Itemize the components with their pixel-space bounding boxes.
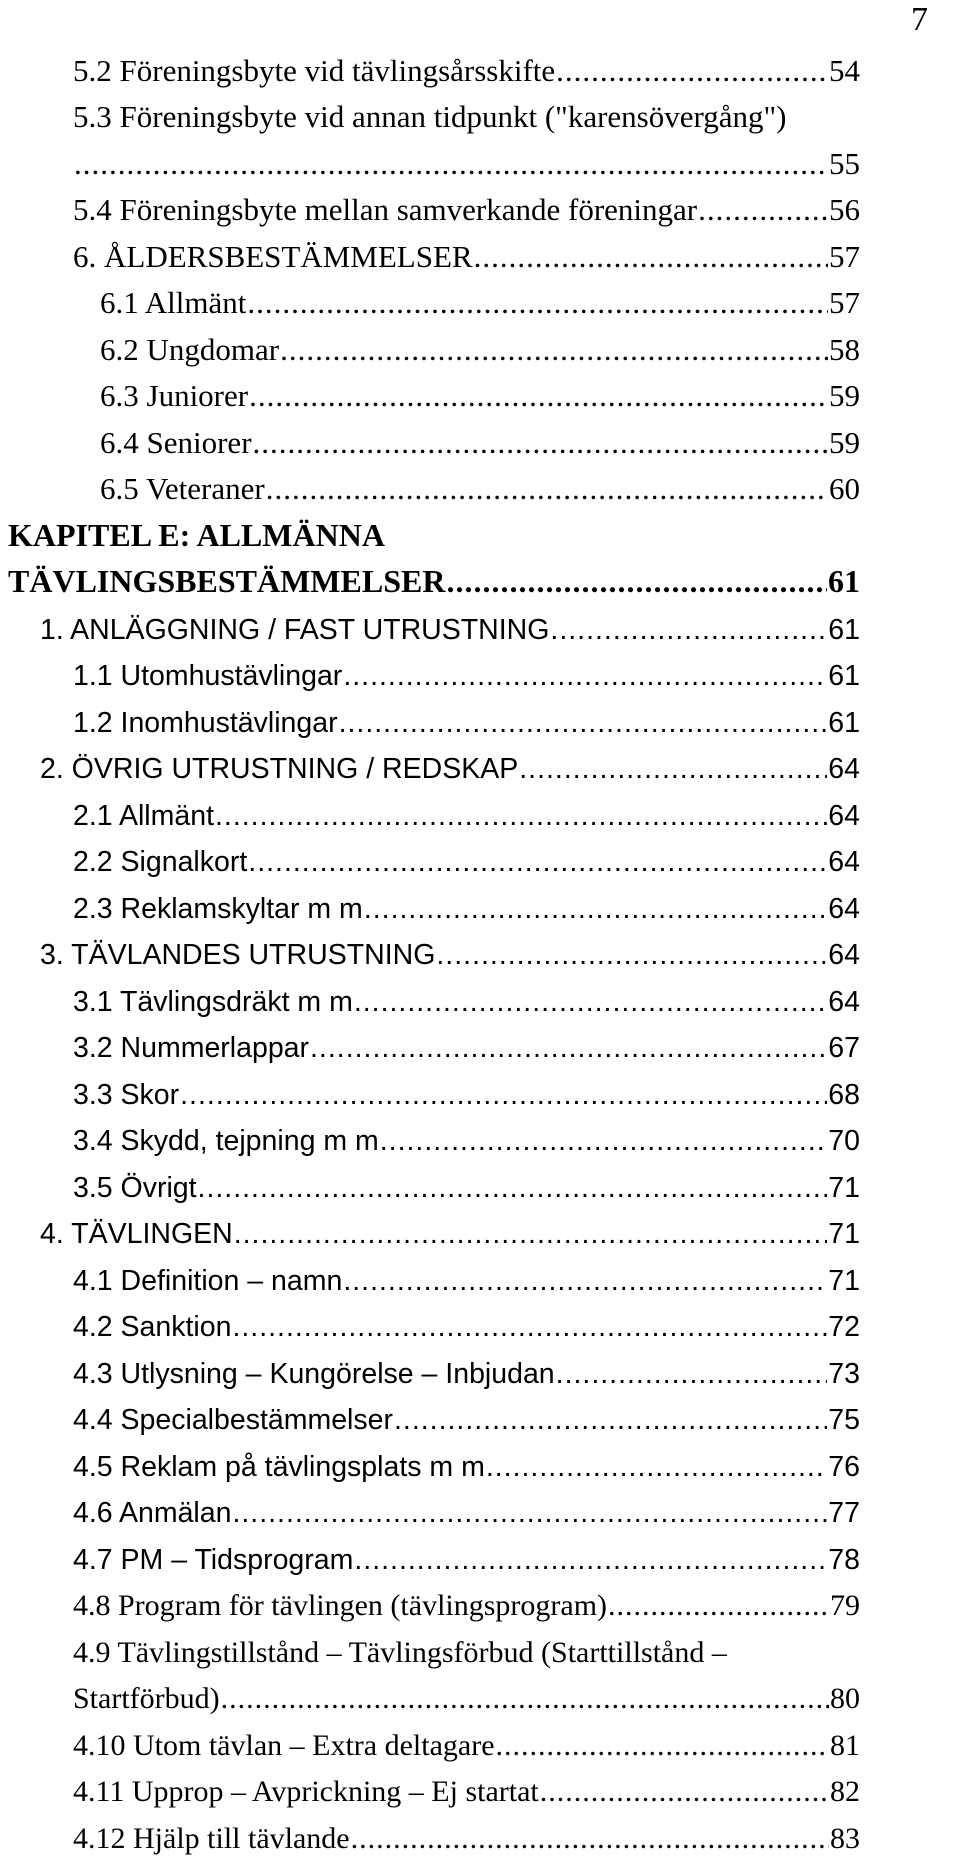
toc-entry-label: 5.4 Föreningsbyte mellan samverkande föreningar: [73, 192, 698, 227]
toc-entry[interactable]: [0, 647, 960, 694]
toc-entry-label: 3.3 Skor: [73, 1078, 180, 1111]
toc-entry-page: 54: [829, 52, 860, 88]
toc-entry-label: 5.2 Föreningsbyte vid tävlingsårsskifte: [73, 52, 556, 88]
toc-leader-dots: [354, 986, 827, 1019]
toc-entry-page: 56: [829, 192, 860, 227]
toc-entry-page: 61: [828, 706, 860, 739]
toc-leader-dots: [550, 614, 827, 647]
toc-entry-page: 71: [828, 1218, 860, 1250]
toc-leader-dots: [474, 239, 828, 275]
toc-leader-dots: [339, 707, 828, 740]
toc-entry[interactable]: [0, 1716, 960, 1763]
toc-entry[interactable]: [0, 461, 960, 508]
toc-leader-dots: [608, 1589, 829, 1623]
toc-entry[interactable]: [0, 1065, 960, 1112]
toc-entry-page: 64: [828, 846, 860, 878]
toc-entry[interactable]: [0, 135, 960, 182]
toc-entry-page: 64: [828, 985, 860, 1018]
toc-entry[interactable]: [0, 1251, 960, 1298]
toc-entry-label: 1.2 Inomhustävlingar: [73, 706, 338, 739]
toc-entry-page: 71: [828, 1264, 860, 1297]
toc-leader-dots: [310, 1032, 827, 1065]
toc-leader-dots: [446, 563, 827, 600]
toc-entry-label: 6.4 Seniorer: [100, 424, 252, 460]
toc-entry-page: 78: [828, 1543, 860, 1576]
toc-entry-label: 3. TÄVLANDES UTRUSTNING: [40, 939, 436, 971]
toc-entry-page: 70: [828, 1125, 860, 1157]
toc-entry-label: 3.1 Tävlingsdräkt m m: [73, 985, 353, 1018]
toc-entry-label: Startförbud): [73, 1682, 220, 1715]
toc-entry-page: 81: [830, 1728, 860, 1762]
toc-entry-label: 4.6 Anmälan: [73, 1497, 232, 1529]
toc-entry[interactable]: [0, 600, 960, 647]
toc-entry-page: 57: [829, 238, 860, 274]
toc-leader-dots: [343, 660, 827, 693]
toc-entry-label: 1.1 Utomhustävlingar: [73, 660, 343, 692]
toc-entry[interactable]: [0, 228, 960, 275]
toc-entry-page: 64: [828, 892, 860, 925]
toc-leader-dots: [394, 1404, 827, 1437]
toc-leader-dots: [540, 1775, 829, 1809]
toc-entry[interactable]: [0, 1484, 960, 1531]
toc-entry-label: 4.3 Utlysning – Kungörelse – Inbjudan: [73, 1357, 555, 1390]
toc-entry-page: 72: [828, 1311, 860, 1343]
toc-entry[interactable]: [0, 1112, 960, 1159]
toc-entry[interactable]: [0, 42, 960, 89]
toc-entry-label: 4.1 Definition – namn: [73, 1264, 343, 1297]
toc-entry[interactable]: [0, 786, 960, 833]
toc-entry-line1: 4.9 Tävlingstillstånd – Tävlingsförbud (Starttillstånd –: [73, 1635, 727, 1669]
toc-entry-label: TÄVLINGSBESTÄMMELSER: [8, 563, 446, 599]
toc-leader-dots: [248, 846, 827, 879]
toc-leader-dots: [519, 753, 827, 786]
toc-leader-dots: [436, 939, 827, 972]
toc-entry-page: 61: [828, 660, 860, 692]
toc-entry[interactable]: [0, 879, 960, 926]
toc-entry-label: 2. ÖVRIG UTRUSTNING / REDSKAP: [40, 753, 519, 785]
toc-entry[interactable]: [0, 1019, 960, 1066]
toc-leader-dots: [232, 1311, 827, 1344]
toc-entry-page: 79: [830, 1589, 860, 1622]
toc-entry-page: 75: [828, 1404, 860, 1436]
toc-leader-dots: [556, 1358, 828, 1391]
toc-entry[interactable]: [0, 368, 960, 415]
toc-entry-label: 6.5 Veteraner: [100, 471, 265, 506]
toc-entry-page: 71: [828, 1171, 860, 1204]
toc-entry-page: 64: [828, 799, 860, 832]
toc-entry-label: 2.3 Reklamskyltar m m: [73, 892, 363, 925]
toc-entry-page: 55: [829, 145, 860, 181]
toc-leader-dots: [74, 146, 828, 182]
toc-entry-page: 58: [829, 331, 860, 367]
toc-entry[interactable]: [0, 740, 960, 787]
toc-entry-page: 77: [828, 1497, 860, 1529]
toc-entry-page: 59: [829, 424, 860, 460]
toc-leader-dots: [253, 425, 828, 461]
toc-leader-dots: [351, 1822, 829, 1856]
toc-entry-page: 60: [829, 471, 860, 506]
toc-entry[interactable]: [0, 275, 960, 322]
toc-entry-page: 68: [828, 1078, 860, 1111]
toc-leader-dots: [234, 1218, 828, 1251]
toc-chapter-entry[interactable]: [0, 554, 960, 601]
toc-entry[interactable]: [0, 1205, 960, 1252]
toc-leader-dots: [221, 1682, 829, 1716]
toc-entry-label: 4. TÄVLINGEN: [40, 1218, 233, 1250]
toc-entry[interactable]: [0, 833, 960, 880]
chapter-heading-line1: KAPITEL E: ALLMÄNNA: [8, 516, 385, 553]
toc-entry-page: 64: [828, 753, 860, 785]
toc-entry-label: 4.2 Sanktion: [73, 1311, 232, 1343]
toc-leader-dots: [215, 800, 827, 833]
toc-entry-page: 61: [828, 613, 860, 646]
toc-entry-page: 67: [828, 1032, 860, 1064]
toc-entry-label: 6.3 Juniorer: [100, 378, 249, 413]
toc-entry-page: 83: [830, 1821, 860, 1855]
toc-leader-dots: [266, 471, 828, 507]
toc-leader-dots: [354, 1544, 827, 1577]
toc-entry-page: 61: [828, 563, 860, 599]
toc-entry-page: 59: [829, 378, 860, 413]
toc-entry-label: 2.1 Allmänt: [73, 799, 214, 832]
toc-leader-dots: [364, 893, 827, 926]
toc-entry-label: 4.5 Reklam på tävlingsplats m m: [73, 1450, 485, 1483]
toc-entry[interactable]: [0, 1158, 960, 1205]
toc-leader-dots: [198, 1172, 828, 1205]
toc-entry[interactable]: [0, 972, 960, 1019]
toc-entry-label: 3.5 Övrigt: [73, 1171, 197, 1204]
page-number: 7: [911, 1, 928, 38]
table-of-contents: [0, 42, 960, 1856]
toc-leader-dots: [180, 1079, 827, 1112]
toc-entry[interactable]: [0, 414, 960, 461]
toc-entry-label: 4.10 Utom tävlan – Extra deltagare: [73, 1728, 495, 1762]
toc-entry-page: 73: [828, 1357, 860, 1390]
toc-entry[interactable]: [0, 1344, 960, 1391]
toc-entry-page: 80: [830, 1682, 860, 1715]
toc-leader-dots: [232, 1497, 827, 1530]
toc-leader-dots: [249, 378, 828, 414]
toc-entry[interactable]: [0, 1391, 960, 1438]
toc-entry[interactable]: [0, 182, 960, 229]
toc-entry-label: 6.1 Allmänt: [100, 285, 247, 320]
toc-entry-page: 64: [828, 939, 860, 971]
toc-leader-dots: [380, 1125, 828, 1158]
toc-entry-label: 3.2 Nummerlappar: [73, 1032, 310, 1064]
toc-entry-label: 2.2 Signalkort: [73, 846, 248, 878]
toc-entry-label: 4.4 Specialbestämmelser: [73, 1404, 393, 1436]
toc-entry[interactable]: [0, 1298, 960, 1345]
toc-leader-dots: [486, 1451, 827, 1484]
toc-entry[interactable]: [0, 1577, 960, 1624]
toc-entry-page: 76: [828, 1450, 860, 1483]
toc-entry-label: 4.7 PM – Tidsprogram: [73, 1543, 354, 1576]
toc-entry[interactable]: [0, 693, 960, 740]
toc-entry-label: 6. ÅLDERSBESTÄMMELSER: [73, 238, 473, 274]
toc-entry-label: 4.11 Upprop – Avprickning – Ej startat: [73, 1775, 539, 1808]
toc-leader-dots: [280, 332, 828, 368]
toc-entry-label: 3.4 Skydd, tejpning m m: [73, 1125, 379, 1157]
toc-entry[interactable]: [0, 926, 960, 973]
toc-entry-label: 4.12 Hjälp till tävlande: [73, 1821, 350, 1855]
toc-entry[interactable]: [0, 1670, 960, 1717]
toc-entry-page: 82: [830, 1775, 860, 1808]
toc-entry[interactable]: [0, 1809, 960, 1856]
toc-leader-dots: [698, 192, 828, 228]
toc-leader-dots: [343, 1265, 827, 1298]
toc-leader-dots: [247, 285, 828, 321]
toc-entry-line1: 5.3 Föreningsbyte vid annan tidpunkt ("karensövergång"): [73, 99, 787, 134]
toc-entry-label: 1. ANLÄGGNING / FAST UTRUSTNING: [40, 613, 550, 646]
toc-entry[interactable]: [0, 321, 960, 368]
toc-entry-label: 6.2 Ungdomar: [100, 331, 280, 367]
toc-entry-page: 57: [829, 285, 860, 320]
toc-entry-label: 4.8 Program för tävlingen (tävlingsprogram): [73, 1589, 608, 1622]
toc-leader-dots: [556, 53, 828, 89]
toc-entry[interactable]: [0, 1437, 960, 1484]
toc-entry[interactable]: [0, 1763, 960, 1810]
toc-entry[interactable]: [0, 1530, 960, 1577]
